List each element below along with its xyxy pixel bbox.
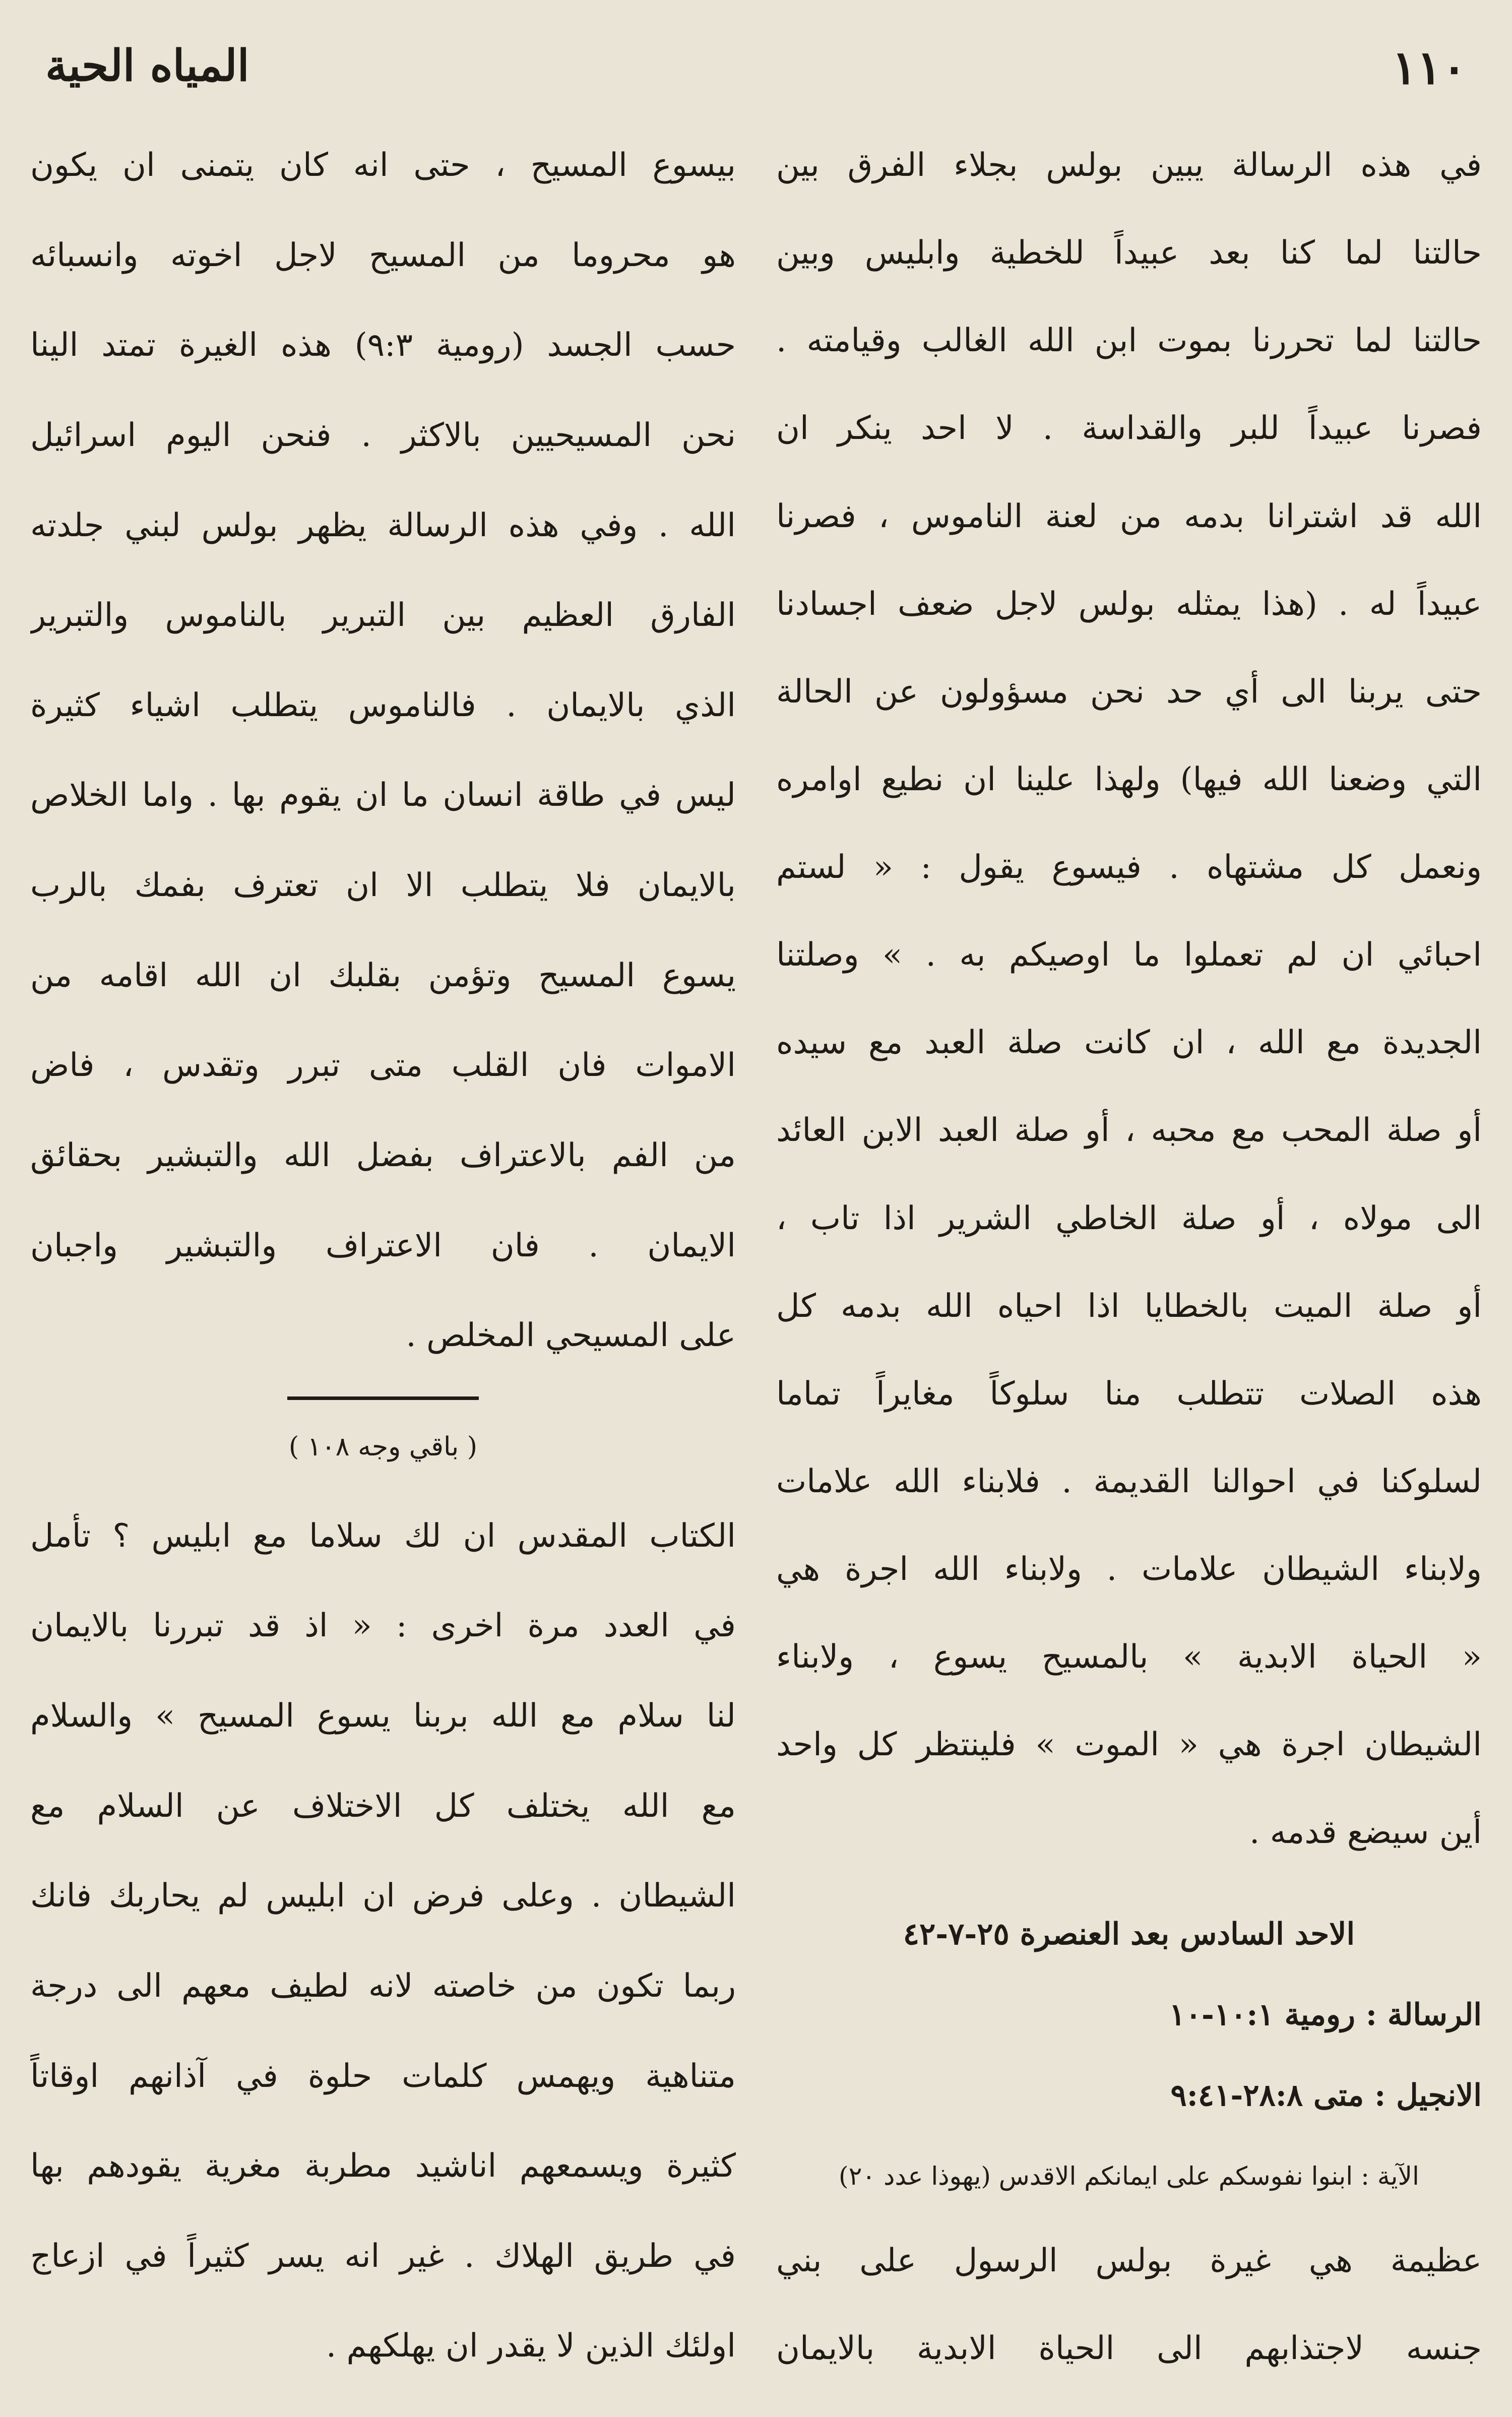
text-line: في العدد مرة اخرى : « اذ قد تبررنا بالايمان — [30, 1607, 736, 1645]
text-line: ربما تكون من خاصته لانه لطيف معهم الى درجة — [30, 1967, 736, 2005]
text-line: اولئك الذين لا يقدر ان يهلكهم . — [326, 2327, 736, 2365]
text-line: الله . وفي هذه الرسالة يظهر بولس لبني جلدته — [30, 506, 736, 544]
text-line: ونعمل كل مشتهاه . فيسوع يقول : « لستم — [776, 849, 1482, 886]
text-line: بيسوع المسيح ، حتى انه كان يتمنى ان يكون — [30, 147, 736, 184]
gospel-reference: الانجيل : متى ٢٨:٨-٩:٤١ — [1170, 2077, 1482, 2113]
text-line: فصرنا عبيداً للبر والقداسة . لا احد ينكر ان — [776, 410, 1482, 448]
page-number: ١١٠ — [1392, 40, 1467, 95]
text-line: عظيمة هي غيرة بولس الرسول على بني — [776, 2242, 1482, 2279]
text-line: « الحياة الابدية » بالمسيح يسوع ، ولابناء — [776, 1638, 1482, 1676]
sunday-heading: الاحد السادس بعد العنصرة ٢٥-٧-٤٢ — [903, 1917, 1355, 1952]
left-column — [30, 116, 736, 2387]
text-line: أين سيضع قدمه . — [1249, 1814, 1482, 1852]
text-line: هذه الصلات تتطلب منا سلوكاً مغايراً تماما — [776, 1375, 1482, 1413]
text-line: الشيطان اجرة هي « الموت » فلينتظر كل واحد — [776, 1726, 1482, 1764]
text-line: هو محروما من المسيح لاجل اخوته وانسبائه — [30, 236, 736, 274]
separator-rule — [287, 1396, 479, 1400]
text-line: نحن المسيحيين بالاكثر . فنحن اليوم اسرائيل — [30, 416, 736, 454]
text-line: الله قد اشترانا بدمه من لعنة الناموس ، فصرنا — [776, 497, 1482, 535]
journal-title: المياه الحية — [45, 40, 249, 91]
text-line: الاموات فان القلب متى تبرر وتقدس ، فاض — [30, 1047, 736, 1085]
text-line: جنسه لاجتذابهم الى الحياة الابدية بالايمان — [776, 2329, 1482, 2367]
text-line: الجديدة مع الله ، ان كانت صلة العبد مع سيده — [776, 1024, 1482, 1062]
text-line: الكتاب المقدس ان لك سلاما مع ابليس ؟ تأمل — [30, 1517, 736, 1555]
right-column — [776, 116, 1482, 2387]
text-line: أو صلة المحب مع محبه ، أو صلة العبد الابن العائد — [776, 1112, 1482, 1150]
text-line: ولابناء الشيطان علامات . ولابناء الله اجرة هي — [776, 1551, 1482, 1588]
text-line: من الفم بالاعتراف بفضل الله والتبشير بحقائق — [30, 1137, 736, 1175]
text-line: ليس في طاقة انسان ما ان يقوم بها . واما الخلاص — [30, 777, 736, 814]
page-header — [30, 35, 1482, 101]
text-line: الشيطان . وعلى فرض ان ابليس لم يحاربك فانك — [30, 1877, 736, 1915]
text-line: كثيرة ويسمعهم اناشيد مطربة مغرية يقودهم بها — [30, 2147, 736, 2185]
text-line: متناهية ويهمس كلمات حلوة في آذانهم اوقاتاً — [30, 2057, 736, 2095]
text-line: حسب الجسد (رومية ٩:٣) هذه الغيرة تمتد الينا — [30, 327, 736, 364]
text-line: على المسيحي المخلص . — [406, 1317, 736, 1355]
text-line: حالتنا لما تحررنا بموت ابن الله الغالب وقيامته . — [776, 322, 1482, 360]
text-line: الفارق العظيم بين التبرير بالناموس والتبرير — [30, 597, 736, 634]
text-line: بالايمان فلا يتطلب الا ان تعترف بفمك بالرب — [30, 867, 736, 905]
text-line: مع الله يختلف كل الاختلاف عن السلام مع — [30, 1787, 736, 1825]
epistle-reference: الرسالة : رومية ١٠:١-١٠ — [1169, 1997, 1482, 2032]
text-line: الذي بالايمان . فالناموس يتطلب اشياء كثيرة — [30, 686, 736, 724]
continued-note: ( باقي وجه ١٠٨ ) — [288, 1431, 478, 1462]
text-line: يسوع المسيح وتؤمن بقلبك ان الله اقامه من — [30, 957, 736, 994]
verse-reference: الآية : ابنوا نفوسكم على ايمانكم الاقدس (يهوذا عدد ٢٠) — [839, 2161, 1419, 2191]
text-line: حالتنا لما كنا بعد عبيداً للخطية وابليس وبين — [776, 234, 1482, 272]
text-line: الايمان . فان الاعتراف والتبشير واجبان — [30, 1227, 736, 1264]
text-line: التي وضعنا الله فيها) ولهذا علينا ان نطيع اوامره — [776, 760, 1482, 798]
text-line: في هذه الرسالة يبين بولس بجلاء الفرق بين — [776, 147, 1482, 184]
text-line: لسلوكنا في احوالنا القديمة . فلابناء الله علامات — [776, 1462, 1482, 1500]
text-line: احبائي ان لم تعملوا ما اوصيكم به . » وصلتنا — [776, 936, 1482, 974]
text-line: أو صلة الميت بالخطايا اذا احياه الله بدمه كل — [776, 1287, 1482, 1325]
text-line: عبيداً له . (هذا يمثله بولس لاجل ضعف اجسادنا — [776, 585, 1482, 623]
text-line: حتى يربنا الى أي حد نحن مسؤولون عن الحالة — [776, 673, 1482, 711]
text-columns — [30, 116, 1482, 2387]
text-line: لنا سلام مع الله بربنا يسوع المسيح » والسلام — [30, 1697, 736, 1735]
text-line: الى مولاه ، أو صلة الخاطي الشرير اذا تاب ، — [776, 1199, 1482, 1237]
text-line: في طريق الهلاك . غير انه يسر كثيراً في ازعاج — [30, 2237, 736, 2275]
article-separator — [30, 1376, 736, 1487]
